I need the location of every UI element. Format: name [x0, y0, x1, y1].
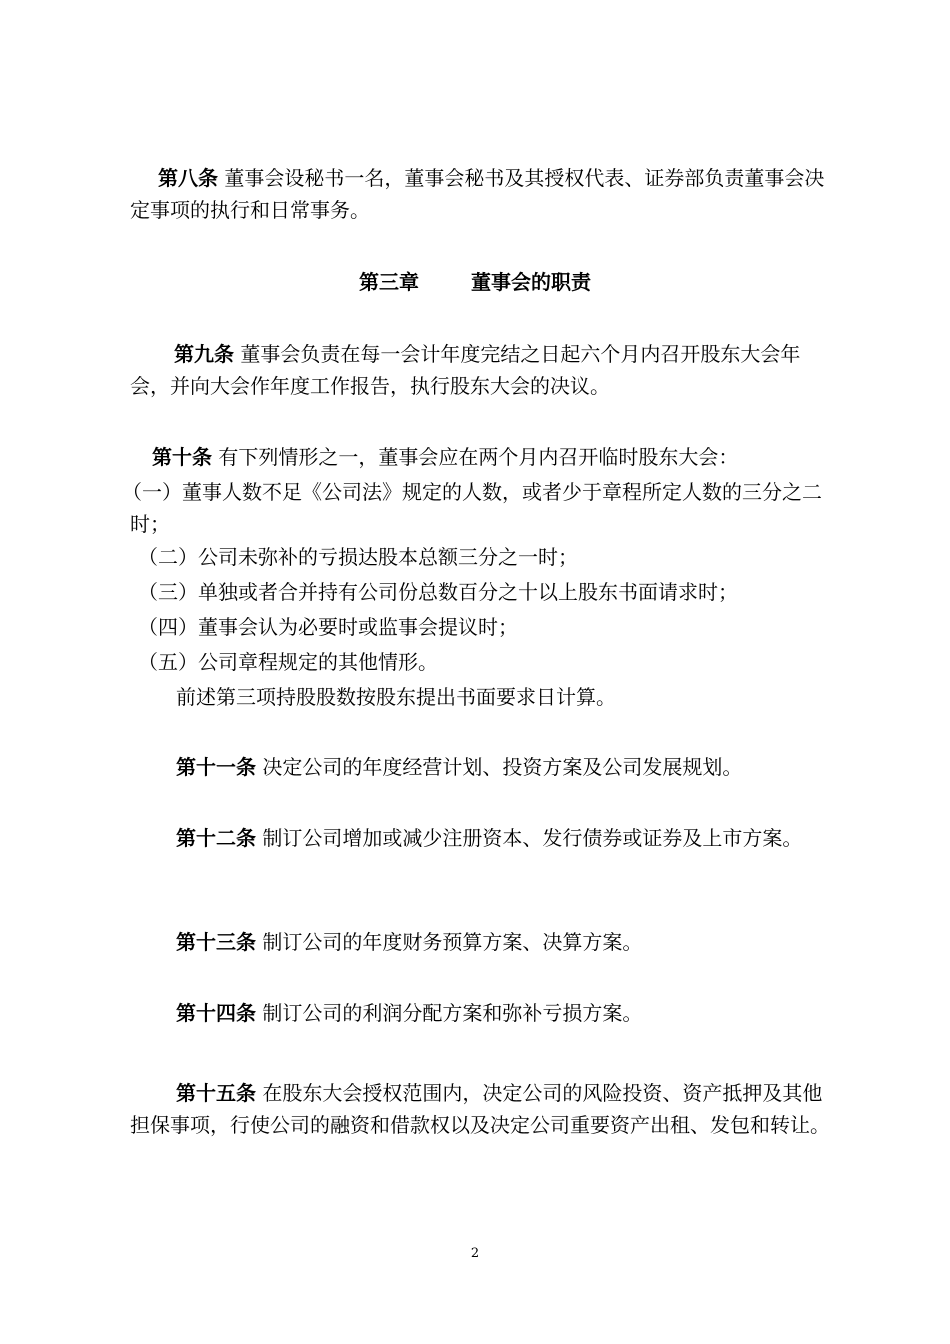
- article-13-text: 制订公司的年度财务预算方案、决算方案。: [262, 930, 643, 954]
- article-8-label: 第八条: [158, 166, 218, 190]
- article-12-text: 制订公司增加或减少注册资本、发行债券或证券及上市方案。: [262, 826, 803, 850]
- article-10-label: 第十条: [152, 445, 212, 469]
- article-12: [130, 822, 830, 854]
- article-10-text: 有下列情形之一，董事会应在两个月内召开临时股东大会：: [218, 445, 739, 469]
- article-10-note: 前述第三项持股股数按股东提出书面要求日计算。: [176, 685, 616, 709]
- chapter-title: 董事会的职责: [471, 270, 591, 294]
- article-10-item-5: （五）公司章程规定的其他情形。: [138, 650, 438, 674]
- article-14: [176, 997, 642, 1029]
- article-15-label: 第十五条: [176, 1081, 256, 1105]
- page-number: 2: [470, 1246, 480, 1261]
- article-10-item-4: （四）董事会认为必要时或监事会提议时；: [138, 615, 518, 639]
- article-8-text: 董事会设秘书一名，董事会秘书及其授权代表、证券部负责董事会决定事项的执行和日常事务。: [130, 166, 825, 222]
- article-11-text: 决定公司的年度经营计划、投资方案及公司发展规划。: [262, 755, 743, 779]
- article-11-label: 第十一条: [176, 755, 256, 779]
- article-8: [130, 162, 830, 226]
- article-10: [152, 441, 738, 473]
- article-15-text: 在股东大会授权范围内，决定公司的风险投资、资产抵押及其他担保事项，行使公司的融资和借款权以及决定公司重要资产出租、发包和转让。: [130, 1081, 830, 1137]
- article-9-label: 第九条: [174, 342, 234, 366]
- chapter-heading: [0, 266, 950, 298]
- chapter-number: 第三章: [359, 270, 419, 294]
- article-9-text: 董事会负责在每一会计年度完结之日起六个月内召开股东大会年会，并向大会作年度工作报告，执行股东大会的决议。: [130, 342, 801, 398]
- article-9: [130, 338, 830, 402]
- article-10-item-3: （三）单独或者合并持有公司份总数百分之十以上股东书面请求时；: [138, 580, 738, 604]
- article-14-text: 制订公司的利润分配方案和弥补亏损方案。: [262, 1001, 643, 1025]
- article-10-item-1: （一）董事人数不足《公司法》规定的人数，或者少于章程所定人数的三分之二时；: [122, 480, 822, 536]
- article-11: [176, 751, 742, 783]
- article-15: [130, 1077, 830, 1141]
- article-12-label: 第十二条: [176, 826, 256, 850]
- article-10-item-2: （二）公司未弥补的亏损达股本总额三分之一时；: [138, 545, 578, 569]
- article-13-label: 第十三条: [176, 930, 256, 954]
- article-13: [176, 926, 642, 958]
- article-14-label: 第十四条: [176, 1001, 256, 1025]
